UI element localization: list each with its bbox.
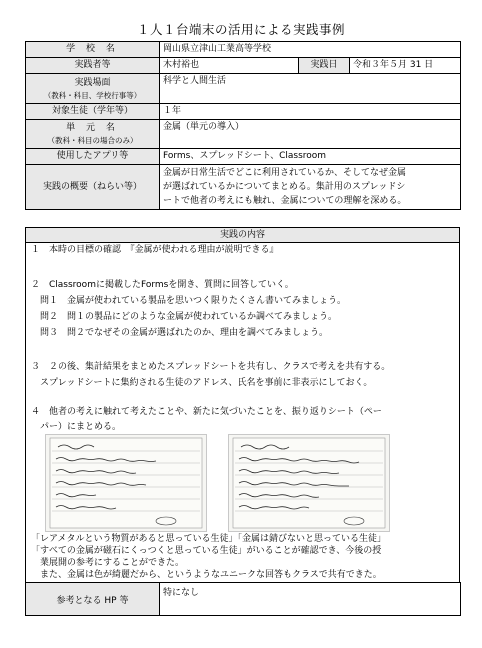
step-3-line-1: ３ ２の後、集計結果をまとめたスプレッドシートを共有し、クラスで考えを共有する。 — [31, 362, 391, 372]
scene-label: 実践場面 — [74, 77, 111, 88]
unit-label-cell — [26, 120, 160, 149]
step-4-line-1: ４ 他者の考えに触れて考えたことや、新たに気づいたことを、振り返りシート（ペー — [31, 407, 382, 417]
teacher-label: 実践者等 — [26, 58, 160, 74]
teacher-value: 木村裕也 — [160, 58, 299, 74]
reference-value: 特になし — [160, 583, 461, 616]
info-table — [25, 41, 461, 210]
school-value: 岡山県立津山工業高等学校 — [160, 42, 461, 58]
summary-label: 実践の概要（ねらい等） — [26, 165, 160, 210]
summary-line-1: 金属が日常生活でどこに利用されているか、そしてなぜ金属 — [163, 168, 407, 178]
reflection-sheet-photo-1 — [45, 434, 207, 532]
question-1: 問１ 金属が使われている製品を思いつく限りたくさん書いてみましょう。 — [40, 296, 347, 306]
school-label: 学 校 名 — [26, 42, 160, 58]
result-line-3: 業展開の参考にすることができた。 — [40, 558, 185, 568]
question-3: 問３ 問２でなぜその金属が選ばれたのか、理由を調べてみましょう。 — [40, 328, 329, 338]
question-2: 問２ 問１の製品にどのような金属が使われているか調べてみましょう。 — [40, 312, 338, 322]
unit-value: 金属（単元の導入） — [160, 120, 461, 149]
step-2: ２ Classroomに掲載したFormsを開き、質問に回答していく。 — [31, 280, 294, 290]
step-1: １ 本時の目標の確認 『金属が使われる理由が説明できる』 — [31, 245, 279, 255]
unit-sublabel: （教科・科目の場合のみ） — [47, 136, 138, 145]
result-line-2: 「すべての金属が磁石にくっつくと思っている生徒」がいることが確認でき、今後の授 — [31, 546, 382, 556]
scene-label-cell — [26, 74, 160, 104]
summary-value — [160, 165, 461, 210]
date-label: 実践日 — [299, 58, 350, 74]
result-line-4: また、金属は色が綺麗だから、というようなユニークな回答もクラスで共有できた。 — [40, 570, 382, 580]
scene-sublabel: （教科・科目、学校行事等） — [43, 90, 142, 100]
target-label: 対象生徒（学年等） — [26, 104, 160, 120]
date-value: 令和３年５月 31 日 — [350, 58, 461, 74]
reflection-sheet-photo-2 — [228, 434, 390, 532]
apps-label: 使用したアプリ等 — [26, 149, 160, 165]
page-title: １人１台端末の活用による実践事例 — [136, 22, 345, 37]
reference-table — [25, 582, 461, 616]
step-4-line-2: パー）にまとめる。 — [40, 422, 122, 432]
result-line-1: 「レアメタルという物質があると思っている生徒」「金属は錆びないと思っている生徒」 — [31, 534, 386, 544]
reference-label: 参考となる HP 等 — [26, 583, 160, 616]
summary-line-3: ートで他者の考えにも触れ、金属についての理解を深める。 — [163, 196, 407, 206]
content-header: 実践の内容 — [26, 228, 459, 243]
apps-value: Forms、スプレッドシート、Classroom — [160, 149, 461, 165]
unit-label: 単 元 名 — [66, 123, 119, 133]
step-3-line-2: スプレッドシートに集約される生徒のアドレス、氏名を事前に非表示にしておく。 — [40, 378, 373, 388]
scene-value: 科学と人間生活 — [160, 74, 461, 104]
summary-line-2: が選ばれているかについてまとめる。集計用のスプレッドシ — [163, 182, 406, 192]
target-value: １年 — [160, 104, 461, 120]
